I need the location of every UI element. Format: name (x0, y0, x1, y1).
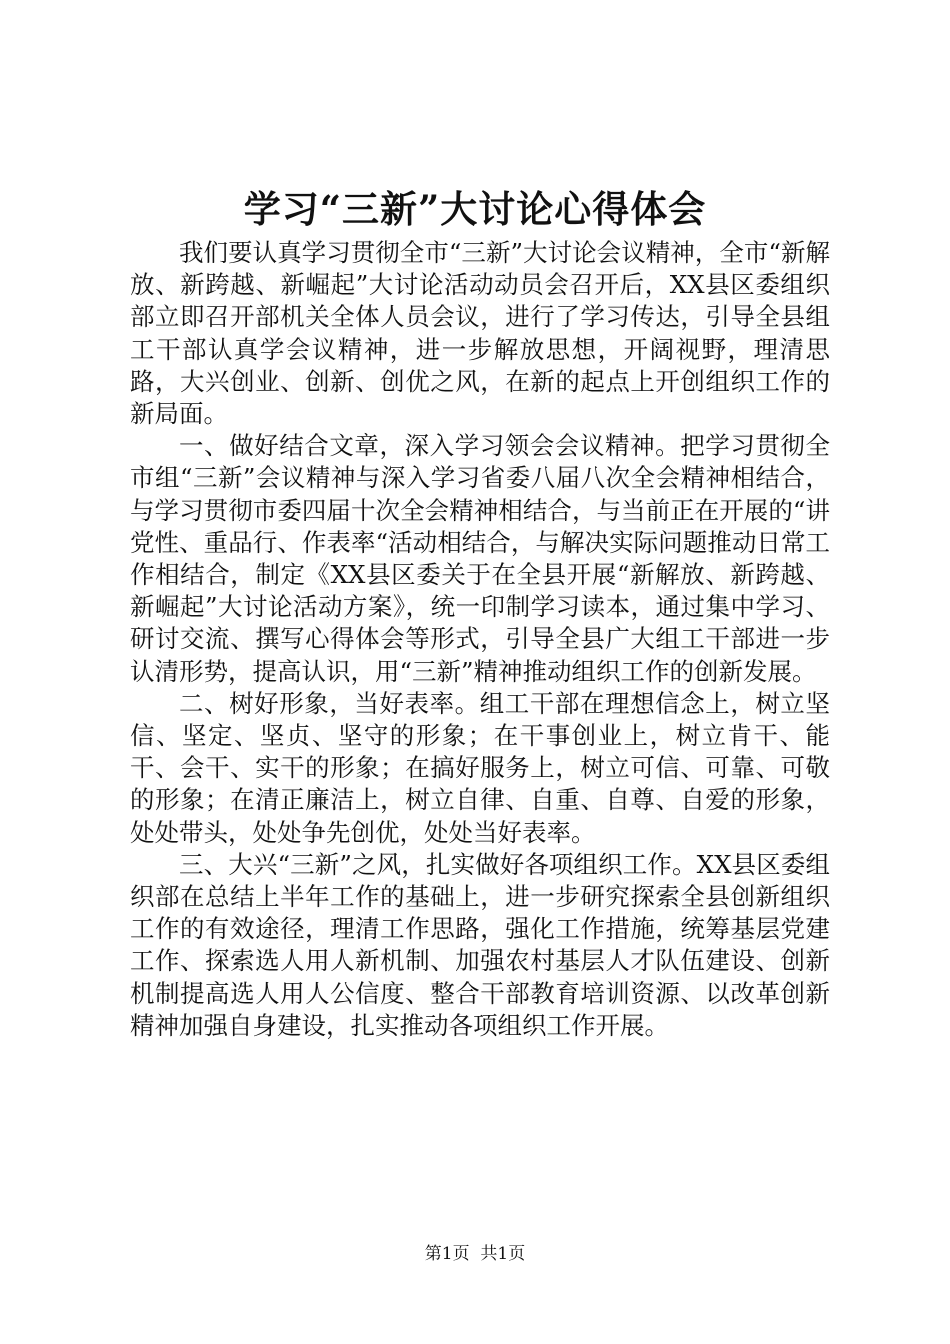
page-footer (0, 1243, 950, 1265)
document-body (130, 237, 830, 1042)
paragraph-section-3: 三、大兴“三新”之风，扎实做好各项组织工作。XX县区委组织部在总结上半年工作的基础上，进一步研究探索全县创新组织工作的有效途径，理清工作思路，强化工作措施，统筹基层党建工作、探索选人用人新机制、加强农村基层人才队伍建设、创新机制提高选人用人公信度、整合干部教育培训资源、以改革创新精神加强自身建设，扎实推动各项组织工作开展。 (130, 849, 830, 1040)
document-title: 学习“三新”大讨论心得体会 (243, 187, 707, 231)
paragraph-section-2: 二、树好形象，当好表率。组工干部在理想信念上，树立坚信、坚定、坚贞、坚守的形象；在干事创业上，树立肯干、能干、会干、实干的形象；在搞好服务上，树立可信、可靠、可敬的形象；在清正廉洁上，树立自律、自重、自尊、自爱的形象，处处带头，处处争先创优，处处当好表率。 (130, 688, 830, 847)
page-number-label: 第1页 共1页 (424, 1244, 526, 1264)
paragraph-section-1: 一、做好结合文章，深入学习领会会议精神。把学习贯彻全市组“三新”会议精神与深入学习省委八届八次全会精神相结合，与学习贯彻市委四届十次全会精神相结合，与当前正在开展的“讲党性、重品行、作表率“活动相结合，与解决实际问题推动日常工作相结合，制定《XX县区委关于在全县开展“新解放、新跨越、新崛起”大讨论活动方案》，统一印制学习读本，通过集中学习、研讨交流、撰写心得体会等形式，引导全县广大组工干部进一步认清形势，提高认识，用“三新”精神推动组织工作的创新发展。 (130, 431, 830, 686)
paragraph-intro: 我们要认真学习贯彻全市“三新”大讨论会议精神，全市“新解放、新跨越、新崛起”大讨论活动动员会召开后，XX县区委组织部立即召开部机关全体人员会议，进行了学习传达，引导全县组工干部认真学会议精神，进一步解放思想，开阔视野，理清思路，大兴创业、创新、创优之风，在新的起点上开创组织工作的新局面。 (130, 238, 830, 429)
